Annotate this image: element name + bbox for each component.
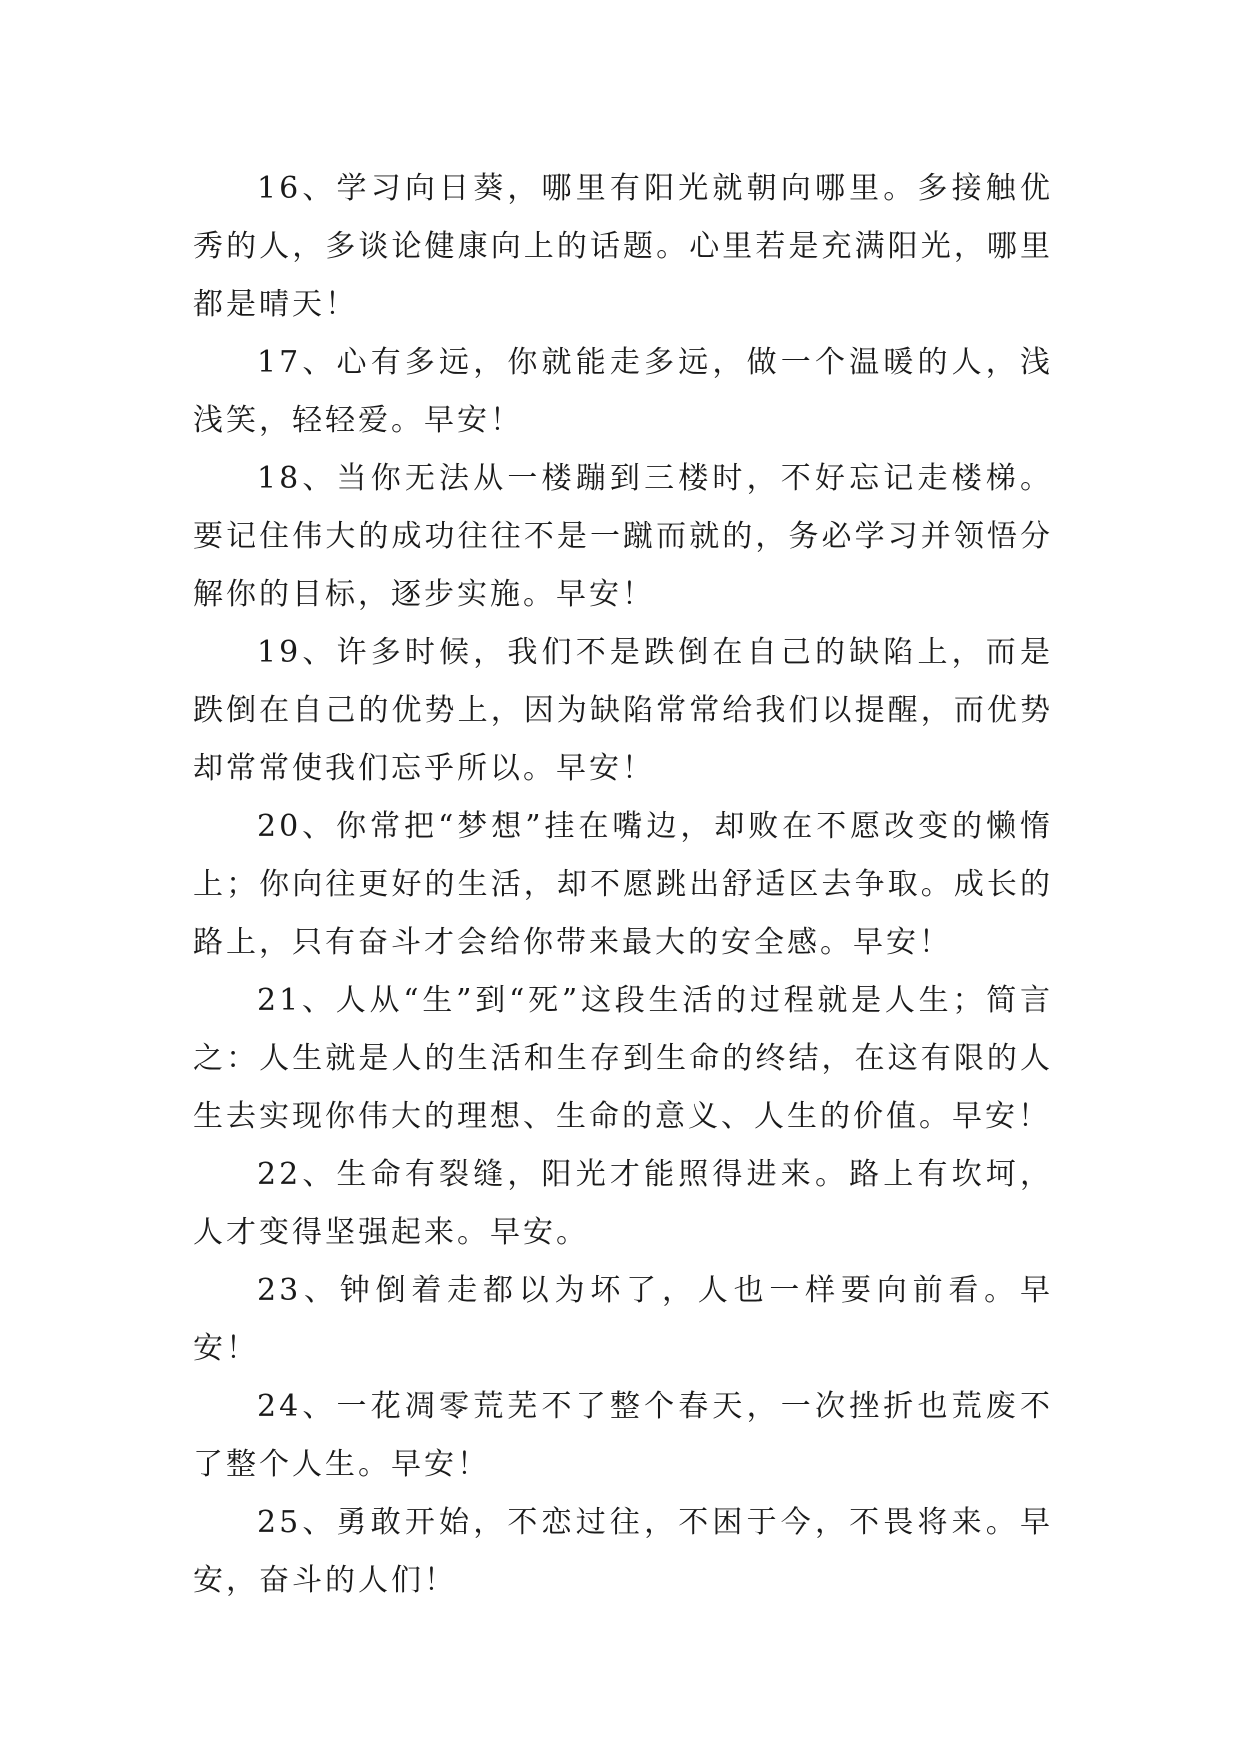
paragraph-20: 20、你常把“梦想”挂在嘴边，却败在不愿改变的懒惰上；你向往更好的生活，却不愿跳出舒适区去争取。成长的路上，只有奋斗才会给你带来最大的安全感。早安！ [193, 809, 1053, 960]
paragraph-23: 23、钟倒着走都以为坏了，人也一样要向前看。早安！ [193, 1273, 1053, 1366]
paragraph-18: 18、当你无法从一楼蹦到三楼时，不好忘记走楼梯。要记住伟大的成功往往不是一蹴而就的，务必学习并领悟分解你的目标，逐步实施。早安！ [193, 461, 1053, 612]
paragraph-17: 17、心有多远，你就能走多远，做一个温暖的人，浅浅笑，轻轻爱。早安！ [193, 345, 1053, 438]
paragraph-25: 25、勇敢开始，不恋过往，不困于今，不畏将来。早安，奋斗的人们！ [193, 1505, 1053, 1598]
paragraph-19: 19、许多时候，我们不是跌倒在自己的缺陷上，而是跌倒在自己的优势上，因为缺陷常常给我们以提醒，而优势却常常使我们忘乎所以。早安！ [193, 635, 1053, 786]
paragraph-16: 16、学习向日葵，哪里有阳光就朝向哪里。多接触优秀的人，多谈论健康向上的话题。心里若是充满阳光，哪里都是晴天！ [193, 171, 1053, 322]
paragraph-24: 24、一花凋零荒芜不了整个春天，一次挫折也荒废不了整个人生。早安！ [193, 1389, 1053, 1482]
paragraph-21: 21、人从“生”到“死”这段生活的过程就是人生；简言之：人生就是人的生活和生存到生命的终结，在这有限的人生去实现你伟大的理想、生命的意义、人生的价值。早安！ [193, 983, 1053, 1134]
document-body [193, 160, 1053, 1610]
paragraph-22: 22、生命有裂缝，阳光才能照得进来。路上有坎坷，人才变得坚强起来。早安。 [193, 1157, 1053, 1250]
